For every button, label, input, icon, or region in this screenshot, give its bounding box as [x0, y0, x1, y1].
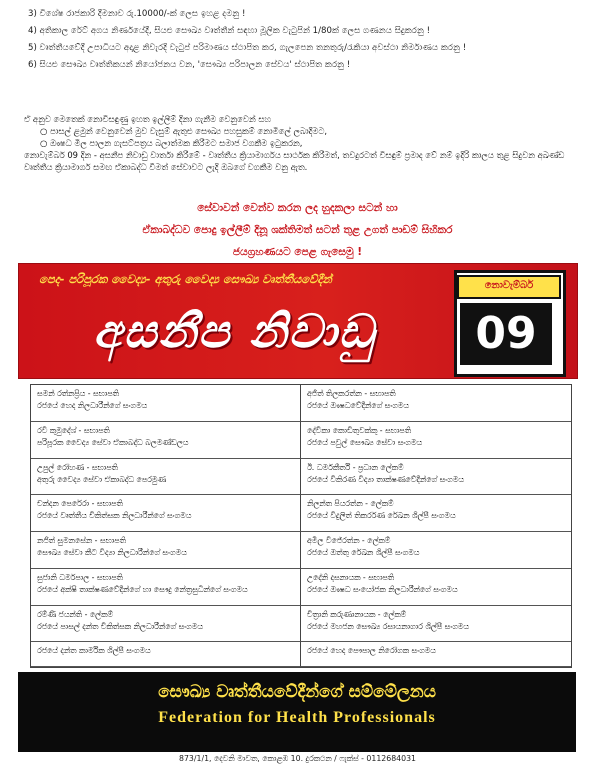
union-organization: රජයේ විකිරණ විද්‍යා තාක්ෂණවේදීන්ගේ සංගමය	[307, 474, 464, 484]
union-cell	[301, 606, 571, 643]
union-organization: රජයේ මහජන සෞඛ්‍ය රසායනාගාර ශිල්පී සංගමය	[307, 621, 470, 631]
banner-subtitle: පෙද- පරිපූරක වෛද්‍ය- අතුරු වෛද්‍ය සෞඛ්‍ය වෘත්තීයවේදීන්	[39, 272, 332, 286]
intro-bullet: ○ පාසල් ළමුන් වෙනුවෙන් මුව වැසුම් ඇතුළු සෞඛ්‍ය පහසුකම් නොමිලේ ලබාදීමට,	[40, 126, 327, 136]
union-cell	[31, 422, 301, 459]
date-month: නොවැම්බර්	[457, 275, 561, 299]
union-organization: පරිපූරක වෛද්‍ය සේවා ඒකාබද්ධ බලමණ්ඩලය	[37, 437, 189, 447]
union-cell	[301, 385, 571, 422]
union-organization: අතුරු වෛද්‍ය සේවා ඒකාබද්ධ පෙරමුණ	[37, 474, 167, 484]
union-representative: අමිල විජේරත්න - ලේකම්	[307, 536, 391, 545]
federation-name-english: Federation for Health Professionals	[158, 709, 436, 726]
demands-list	[28, 8, 588, 76]
union-cell	[301, 459, 571, 496]
union-cell	[301, 569, 571, 606]
unions-table	[30, 384, 572, 668]
union-cell	[31, 642, 301, 667]
union-cell	[31, 459, 301, 496]
date-day: 09	[460, 303, 552, 365]
union-representative: දේවිකා කොඩිතුවක්කු - සභාපති	[307, 425, 412, 435]
union-organization: රජයේ ඖෂධවේදීන්ගේ සංගමය	[307, 401, 410, 410]
union-representative: උපුල් රෝහණ - සභාපති	[37, 462, 118, 472]
unions-grid	[31, 385, 571, 667]
union-organization: රජයේ ඔත්තු රේඛන ශිල්පී සංගමය	[307, 548, 420, 557]
demand-item: 5) වෘත්තීයවේදී උපාධියට අදාළ නිවැරදි වැටුප් පරිමාණය ස්ථාපිත කර, ගැලපෙන තනතුරු/රැකියා අවස්ථා නිර්මාණය කරනු !	[28, 43, 467, 53]
intro-lead: ඒ අනුව මෙතෙක් නොවිසඳුණු ඉහත ඉල්ලීම් දිනා ගැනීම වෙනුවෙන් සහ	[24, 114, 271, 124]
union-representative: චන්දන පෙරේරා - සභාපති	[37, 499, 123, 509]
union-organization: රජයේ පාසල් දන්ත චිකිත්සක නිලධාරීන්ගේ සංගමය	[37, 621, 203, 631]
union-representative: රවි කුමුදේශ් - සභාපති	[37, 425, 110, 435]
union-organization: රජයේ පවුල් සෞඛ්‍ය සේවා සංගමය	[307, 437, 423, 447]
sick-leave-banner	[18, 263, 578, 379]
union-cell	[301, 495, 571, 532]
slogan-line: සේවාවන් වෙන්ව කරන ලද හුදකලා සටන් හා	[197, 202, 398, 214]
union-representative: ඊ. ධර්මකීර්ති - ප්‍රධාන ලේකම්	[307, 462, 404, 472]
slogans	[0, 197, 595, 263]
demand-item: 6) සියළු සෞඛ්‍ය වෘත්තිකයන් නියෝජනය වන, 'සෞඛ්‍ය පරිපාලන සේවය' ස්ථාපිත කරනු !	[28, 60, 351, 70]
union-representative: නිලන්ත පියරත්න - ලේකම්	[307, 499, 394, 509]
demand-item: 4) අතිකාල රේට් අගය නිර්ණයේදී, සියළු සෞඛ්‍ය වෘත්තීන් සඳහා මූලික වැටුපින් 1/80ක් ලෙස ගණනය සිදුකරනු !	[28, 26, 431, 36]
intro-closing: නොවැම්බර් 09 දින - අසනීප නිවාඩු වාර්තා කිරීමේ - වෘත්තීය ක්‍රියාමාර්ගය සාර්ථක කිරීමත්, තවදුරටත් විසඳුම් ප්‍රමාද වේ නම් ඉදිරි කාලය තුළ සිදුවන අඛණ්ඩ වෘත්තීය ක්‍රියාමාර්ග සමඟ ඒකාබද්ධ වීමත් සේවාවට ලැදි ඔබගේ වගකීම වනු ඇත.	[24, 150, 565, 172]
union-cell	[31, 532, 301, 569]
federation-name-sinhala: සෞඛ්‍ය වෘත්තීයවේදීන්ගේ සම්මේලනය	[158, 682, 436, 702]
intro-bullet-text: ඖෂධ මිල පාලන ගැසට්පත්‍රය බලාත්මක කිරීමට සමාජ වගකීම ඉටුකරන,	[49, 138, 303, 148]
union-cell	[31, 606, 301, 643]
banner-title: අසනීප නිවාඩු	[93, 304, 375, 358]
union-organization: රජයේ විදුලිත් තිකර්රණ රේඛන ශිල්පී සංගමය	[307, 511, 456, 521]
date-box	[454, 270, 566, 377]
union-cell	[31, 385, 301, 422]
union-cell	[301, 422, 571, 459]
union-organization: රජයේ හෙද නිලධාරීන්ගේ සංගමය	[37, 401, 148, 410]
union-representative: සුජානි ධර්මපාල - සභාපති	[37, 572, 123, 582]
union-organization: රජයේ අක්ෂි තාක්ෂණවේදීන්ගේ හා සෞදු නේත්‍රසුධින්ගේ සංගමය	[37, 584, 248, 594]
federation-address: 873/1/1, දෙවනි මාවත, කොළඹ 10. දුරකථන / ෆැක්ස් - 0112684031	[178, 754, 416, 763]
union-representative: උදේනි දසනායක - සභාපති	[307, 572, 395, 582]
intro-bullet: ○ ඖෂධ මිල පාලන ගැසට්පත්‍රය බලාත්මක කිරීමට සමාජ වගකීම ඉටුකරන,	[40, 138, 303, 148]
union-cell	[31, 569, 301, 606]
union-organization: රජයේ ඖෂධ සංයෝජක නිලධාරීන්ගේ සංගමය	[307, 584, 458, 594]
slogan-line: ඒකාබද්ධව පොදු ඉල්ලීම් දිනූ ශක්තිමත් සටන් තුළ උගත් පාඩම් සිහිකර	[142, 224, 453, 236]
union-representative: අජිත් තිලකරත්න - සභාපති	[307, 389, 396, 398]
union-cell	[31, 495, 301, 532]
union-cell	[301, 642, 571, 667]
union-representative: චිත්‍රානි කරුණානායක - ලේකම්	[307, 609, 407, 619]
union-organization: රජයේ දන්ත කාර්මික ශිල්පී සංගමය	[37, 646, 151, 656]
union-representative: සමන් රත්නප්‍රිය - සභාපති	[37, 389, 119, 398]
union-representative: නජිත් සුමනසේන - සභාපති	[37, 536, 126, 545]
slogan-line: ජයග්‍රහණයට පෙළ ගැසෙමු !	[232, 246, 363, 258]
intro-bullet-text: පාසල් ළමුන් වෙනුවෙන් මුව වැසුම් ඇතුළු සෞඛ්‍ය පහසුකම් නොමිලේ ලබාදීමට,	[49, 126, 327, 136]
union-cell	[301, 532, 571, 569]
union-organization: සෞඛ්‍ය සේවා කීට විද්‍යා නිලධාරීන්ගේ සංගමය	[37, 548, 187, 557]
union-organization: රජයේ වෘත්තීය චිකිත්සක නිලධාරීන්ගේ සංගමය	[37, 511, 192, 521]
union-representative: රම්ණී ජයන්ති - ලේකම්	[37, 609, 114, 619]
federation-footer	[18, 672, 576, 752]
intro-paragraph	[24, 113, 584, 173]
union-organization: රජයේ හෙද පෞපාල නිරෝගක සංගමය	[307, 646, 436, 656]
demand-item: 3) විශේෂ රාජකාරි දීමනාව රු.10000/-ක් ලෙස ඉහළ දමනු !	[28, 9, 246, 19]
